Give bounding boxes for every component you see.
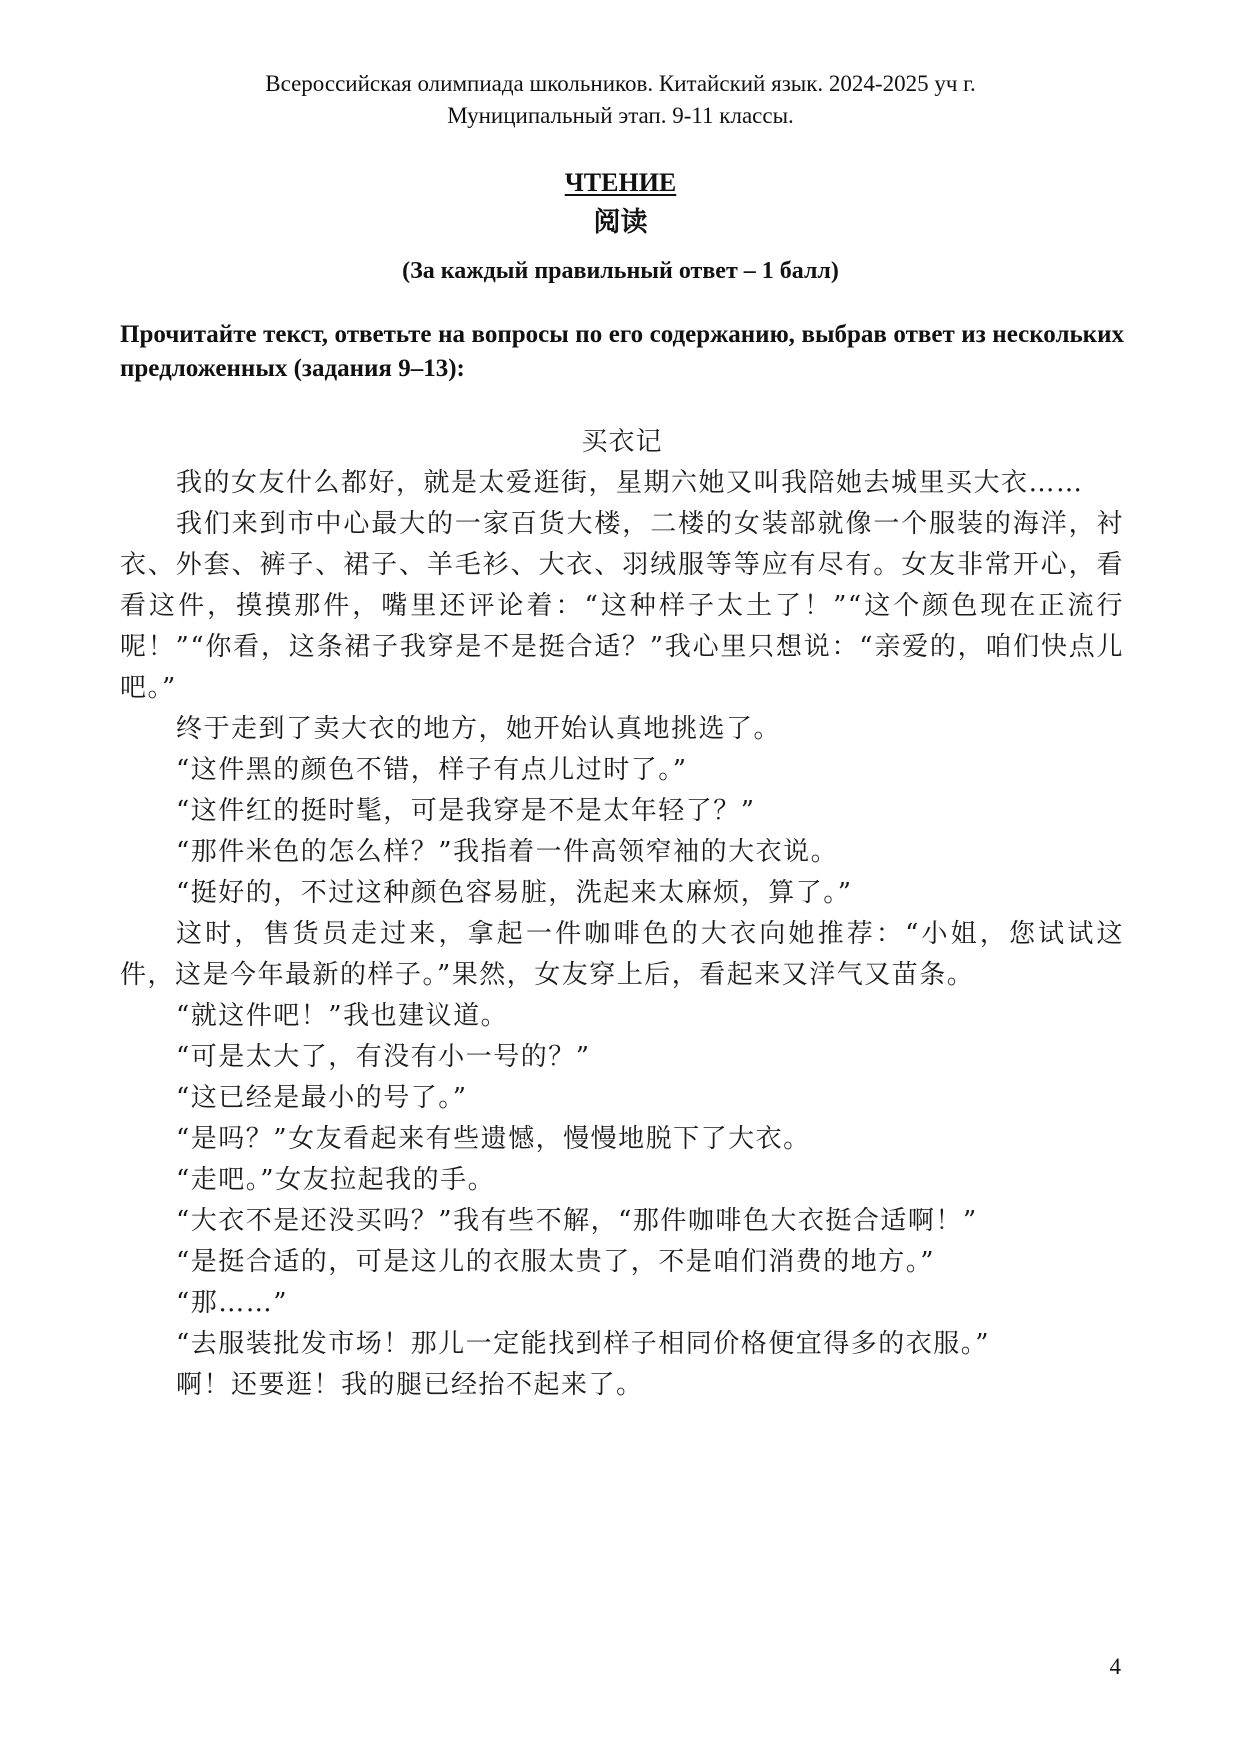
header-line-olympiad: Всероссийская олимпиада школьников. Китайский язык. 2024-2025 уч г. bbox=[265, 71, 976, 96]
story-paragraph: “是吗？”女友看起来有些遗憾，慢慢地脱下了大衣。 bbox=[176, 1124, 811, 1154]
story-paragraph: “那……” bbox=[176, 1288, 289, 1318]
story-paragraph: “去服装批发市场！那儿一定能找到样子相同价格便宜得多的衣服。” bbox=[176, 1329, 991, 1359]
story-paragraph: “挺好的，不过这种颜色容易脏，洗起来太麻烦，算了。” bbox=[176, 878, 853, 908]
story-paragraph: 我们来到市中心最大的一家百货大楼，二楼的女装部就像一个服装的海洋，衬衣、外套、裤子、裙子、羊毛衫、大衣、羽绒服等等应有尽有。女友非常开心，看看这件，摸摸那件，嘴里还评论着：“这种样子太土了！”“这个颜色现在正流行呢！”“你看，这条裙子我穿是不是挺合适？”我心里只想说：“亲爱的，咱们快点儿吧。” bbox=[120, 509, 1124, 703]
story-paragraph: 我的女友什么都好，就是太爱逛街，星期六她又叫我陪她去城里买大衣…… bbox=[176, 468, 1084, 498]
story-paragraph: “是挺合适的，可是这儿的衣服太贵了，不是咱们消费的地方。” bbox=[176, 1247, 936, 1277]
reading-text bbox=[120, 422, 1124, 1406]
story-paragraph: 这时，售货员走过来，拿起一件咖啡色的大衣向她推荐：“小姐，您试试这件，这是今年最新的样子。”果然，女友穿上后，看起来又洋气又苗条。 bbox=[120, 919, 1124, 990]
story-paragraph: “这已经是最小的号了。” bbox=[176, 1083, 468, 1113]
task-instruction: Прочитайте текст, ответьте на вопросы по его содержанию, выбрав ответ из нескольких предложенных (задания 9–13): bbox=[120, 321, 1124, 382]
header-line-stage: Муниципальный этап. 9-11 классы. bbox=[447, 103, 794, 128]
story-paragraph: “就这件吧！”我也建议道。 bbox=[176, 1001, 509, 1031]
story-paragraph: “大衣不是还没买吗？”我有些不解，“那件咖啡色大衣挺合适啊！” bbox=[176, 1206, 978, 1236]
story-paragraph: “那件米色的怎么样？”我指着一件高领窄袖的大衣说。 bbox=[176, 837, 839, 867]
story-paragraph: 啊！还要逛！我的腿已经抬不起来了。 bbox=[176, 1370, 644, 1400]
story-paragraph: “这件红的挺时髦，可是我穿是不是太年轻了？” bbox=[176, 796, 756, 826]
page-number: 4 bbox=[1109, 1654, 1121, 1679]
story-paragraph: “可是太大了，有没有小一号的？” bbox=[176, 1042, 591, 1072]
story-paragraph: “这件黑的颜色不错，样子有点儿过时了。” bbox=[176, 755, 688, 785]
section-title-zh: 阅读 bbox=[593, 207, 648, 238]
story-paragraph: 终于走到了卖大衣的地方，她开始认真地挑选了。 bbox=[176, 714, 782, 744]
section-title-block bbox=[0, 165, 1241, 293]
section-title-ru: ЧТЕНИЕ bbox=[564, 168, 677, 197]
story-paragraph: “走吧。”女友拉起我的手。 bbox=[176, 1165, 496, 1195]
story-title: 买衣记 bbox=[581, 427, 663, 457]
score-note: (За каждый правильный ответ – 1 балл) bbox=[402, 258, 839, 284]
page-header bbox=[0, 68, 1241, 132]
